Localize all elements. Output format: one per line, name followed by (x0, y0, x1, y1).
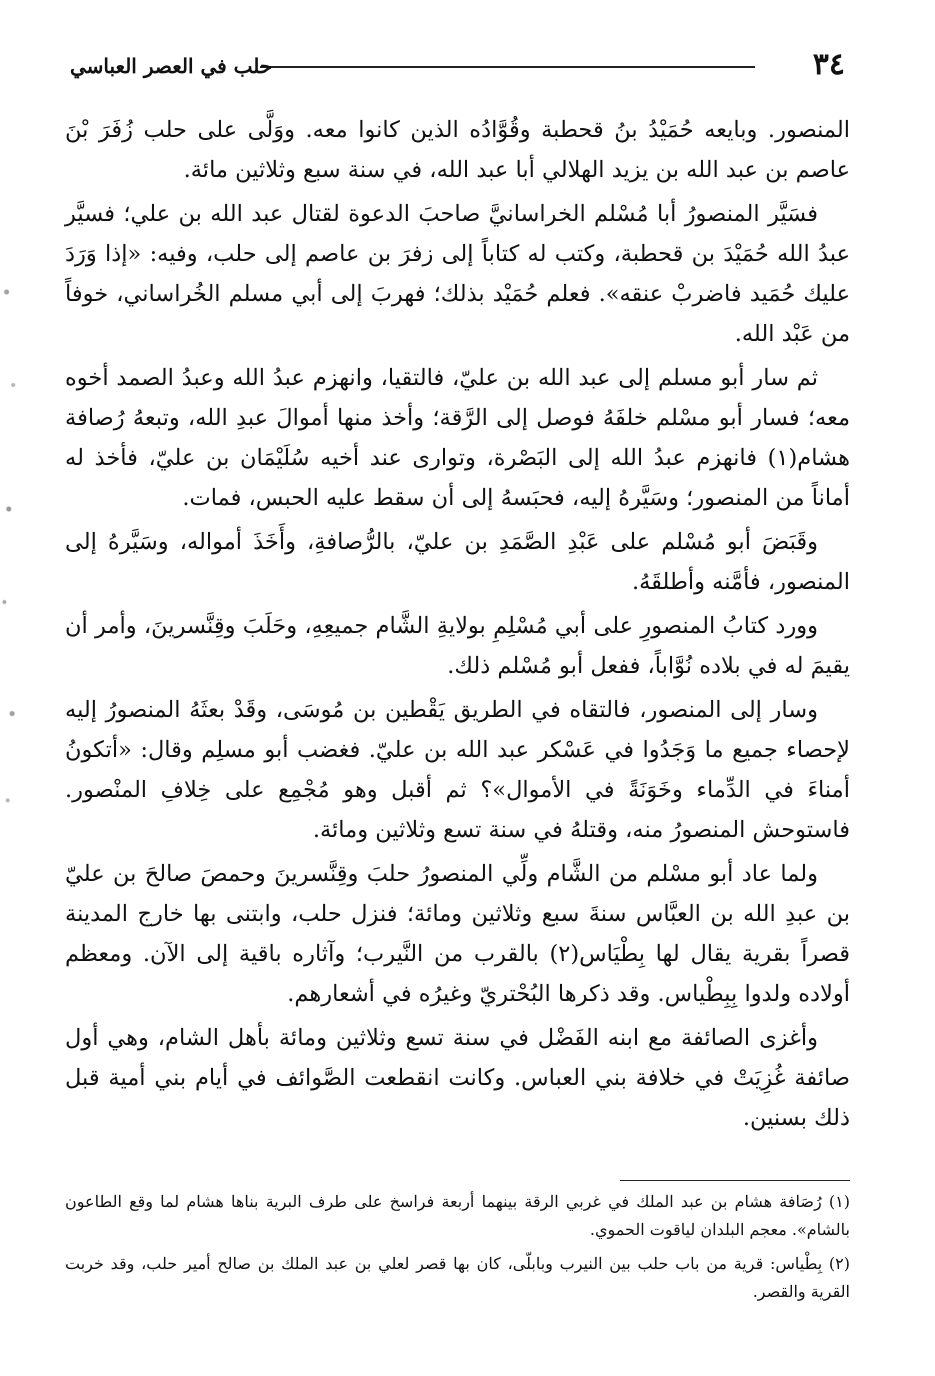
body-text (65, 110, 850, 1142)
paragraph: وسار إلى المنصور، فالتقاه في الطريق يَقْطين بن مُوسَى، وقَدْ بعثَهُ المنصورُ إليه لإحصاء جميع ما وَجَدُوا في عَسْكر عبد الله بن عليّ. فغضب أبو مسلِم وقال: «أتكونُ أمناءَ في الدِّماء وخَوَنَةً في الأموال»؟ ثم أقبل وهو مُجْمِع على خِلافِ المنْصور. فاستوحش المنصورُ منه، وقتلهُ في سنة تسع وثلاثين ومائة. (65, 697, 850, 843)
header-rule (260, 66, 755, 68)
footnote-rule (620, 1180, 850, 1181)
page-header (70, 48, 845, 84)
footnotes (65, 1188, 850, 1312)
page-number: ٣٤ (812, 47, 845, 82)
footnote: (١) رُصَافة هشام بن عبد الملك في غربي الرقة بينهما أربعة فراسخ على طرف البرية بناها هشام لما وقع الطاعون بالشام». معجم البلدان لياقوت الحموي. (65, 1192, 850, 1239)
scan-speckle (0, 230, 22, 850)
paragraph: ولما عاد أبو مسْلم من الشَّام ولِّي المنصورُ حلبَ وقِنَّسرينَ وحمصَ صالحَ بن عليّ بن عبدِ الله بن العبَّاس سنةَ سبع وثلاثين ومائة؛ فنزل حلب، وابتنى بها خارج المدينة قصراً بقرية يقال لها بِطْيَاس(٢) بالقرب من النَّيرب؛ وآثاره باقية إلى الآن. ومعظم أولاده ولدوا بِبِطْياس. وقد ذكرها البُحْتريّ وغيرُه في أشعارهم. (65, 861, 850, 1007)
paragraph: المنصور. وبايعه حُمَيْدُ بنُ قحطبة وقُوَّادُه الذين كانوا معه. ووَلَّى على حلب زُفَرَ بْنَ عاصم بن عبد الله بن يزيد الهلالي أبا عبد الله، في سنة سبع وثلاثين مائة. (65, 117, 850, 183)
paragraph: وأغزى الصائفة مع ابنه الفَضْل في سنة تسع وثلاثين ومائة بأهل الشام، وهي أول صائفة غُزِيَتْ في خلافة بني العباس. وكانت انقطعت الصَّوائف في أيام بني أمية قبل ذلك بسنين. (65, 1025, 850, 1131)
paragraph: وورد كتابُ المنصورِ على أبي مُسْلِمِ بولايةِ الشَّام جميعِهِ، وحَلَبَ وقِنَّسرينَ، وأمر أن يقيمَ له في بلاده نُوَّاباً، ففعل أبو مُسْلم ذلك. (65, 613, 850, 679)
paragraph: ثم سار أبو مسلم إلى عبد الله بن عليّ، فالتقيا، وانهزم عبدُ الله وعبدُ الصمد أخوه معه؛ فسار أبو مسْلم خلفَهُ فوصل إلى الرَّقة؛ وأخذ منها أموالَ عبدِ الله، وتبعهُ رُصافة هشام(١) فانهزم عبدُ الله إلى البَصْرة، وتوارى عند أخيه سُلَيْمَان بن عليّ، فأخذ له أماناً من المنصور؛ وسَيَّرهُ إليه، فحبَسهُ إلى أن سقط عليه الحبس، فمات. (65, 365, 850, 511)
running-title: حلب في العصر العباسي (70, 54, 273, 78)
paragraph: وقَبَضَ أبو مُسْلم على عَبْدِ الصَّمَدِ بن عليّ، بالرُّصافةِ، وأَخَذَ أمواله، وسَيَّرهُ إلى المنصور، فأمَّنه وأطلقَهُ. (65, 529, 850, 595)
footnote: (٢) بِطْياس: قرية من باب حلب بين النيرب وبابلّى، كان بها قصر لعلي بن عبد الملك بن صالح أمير حلب، وقد خربت القرية والقصر. (65, 1254, 850, 1301)
paragraph: فسَيَّر المنصورُ أبا مُسْلم الخراسانيَّ صاحبَ الدعوة لقتال عبد الله بن علي؛ فسيَّر عبدُ الله حُمَيْدَ بن قحطبة، وكتب له كتاباً إلى زفرَ بن عاصم إلى حلب، وفيه: «إذا وَرَدَ عليك حُمَيد فاضربْ عنقه». فعلم حُمَيْد بذلك؛ فهربَ إلى أبي مسلم الخُراساني، خوفاً من عَبْد الله. (65, 201, 850, 347)
